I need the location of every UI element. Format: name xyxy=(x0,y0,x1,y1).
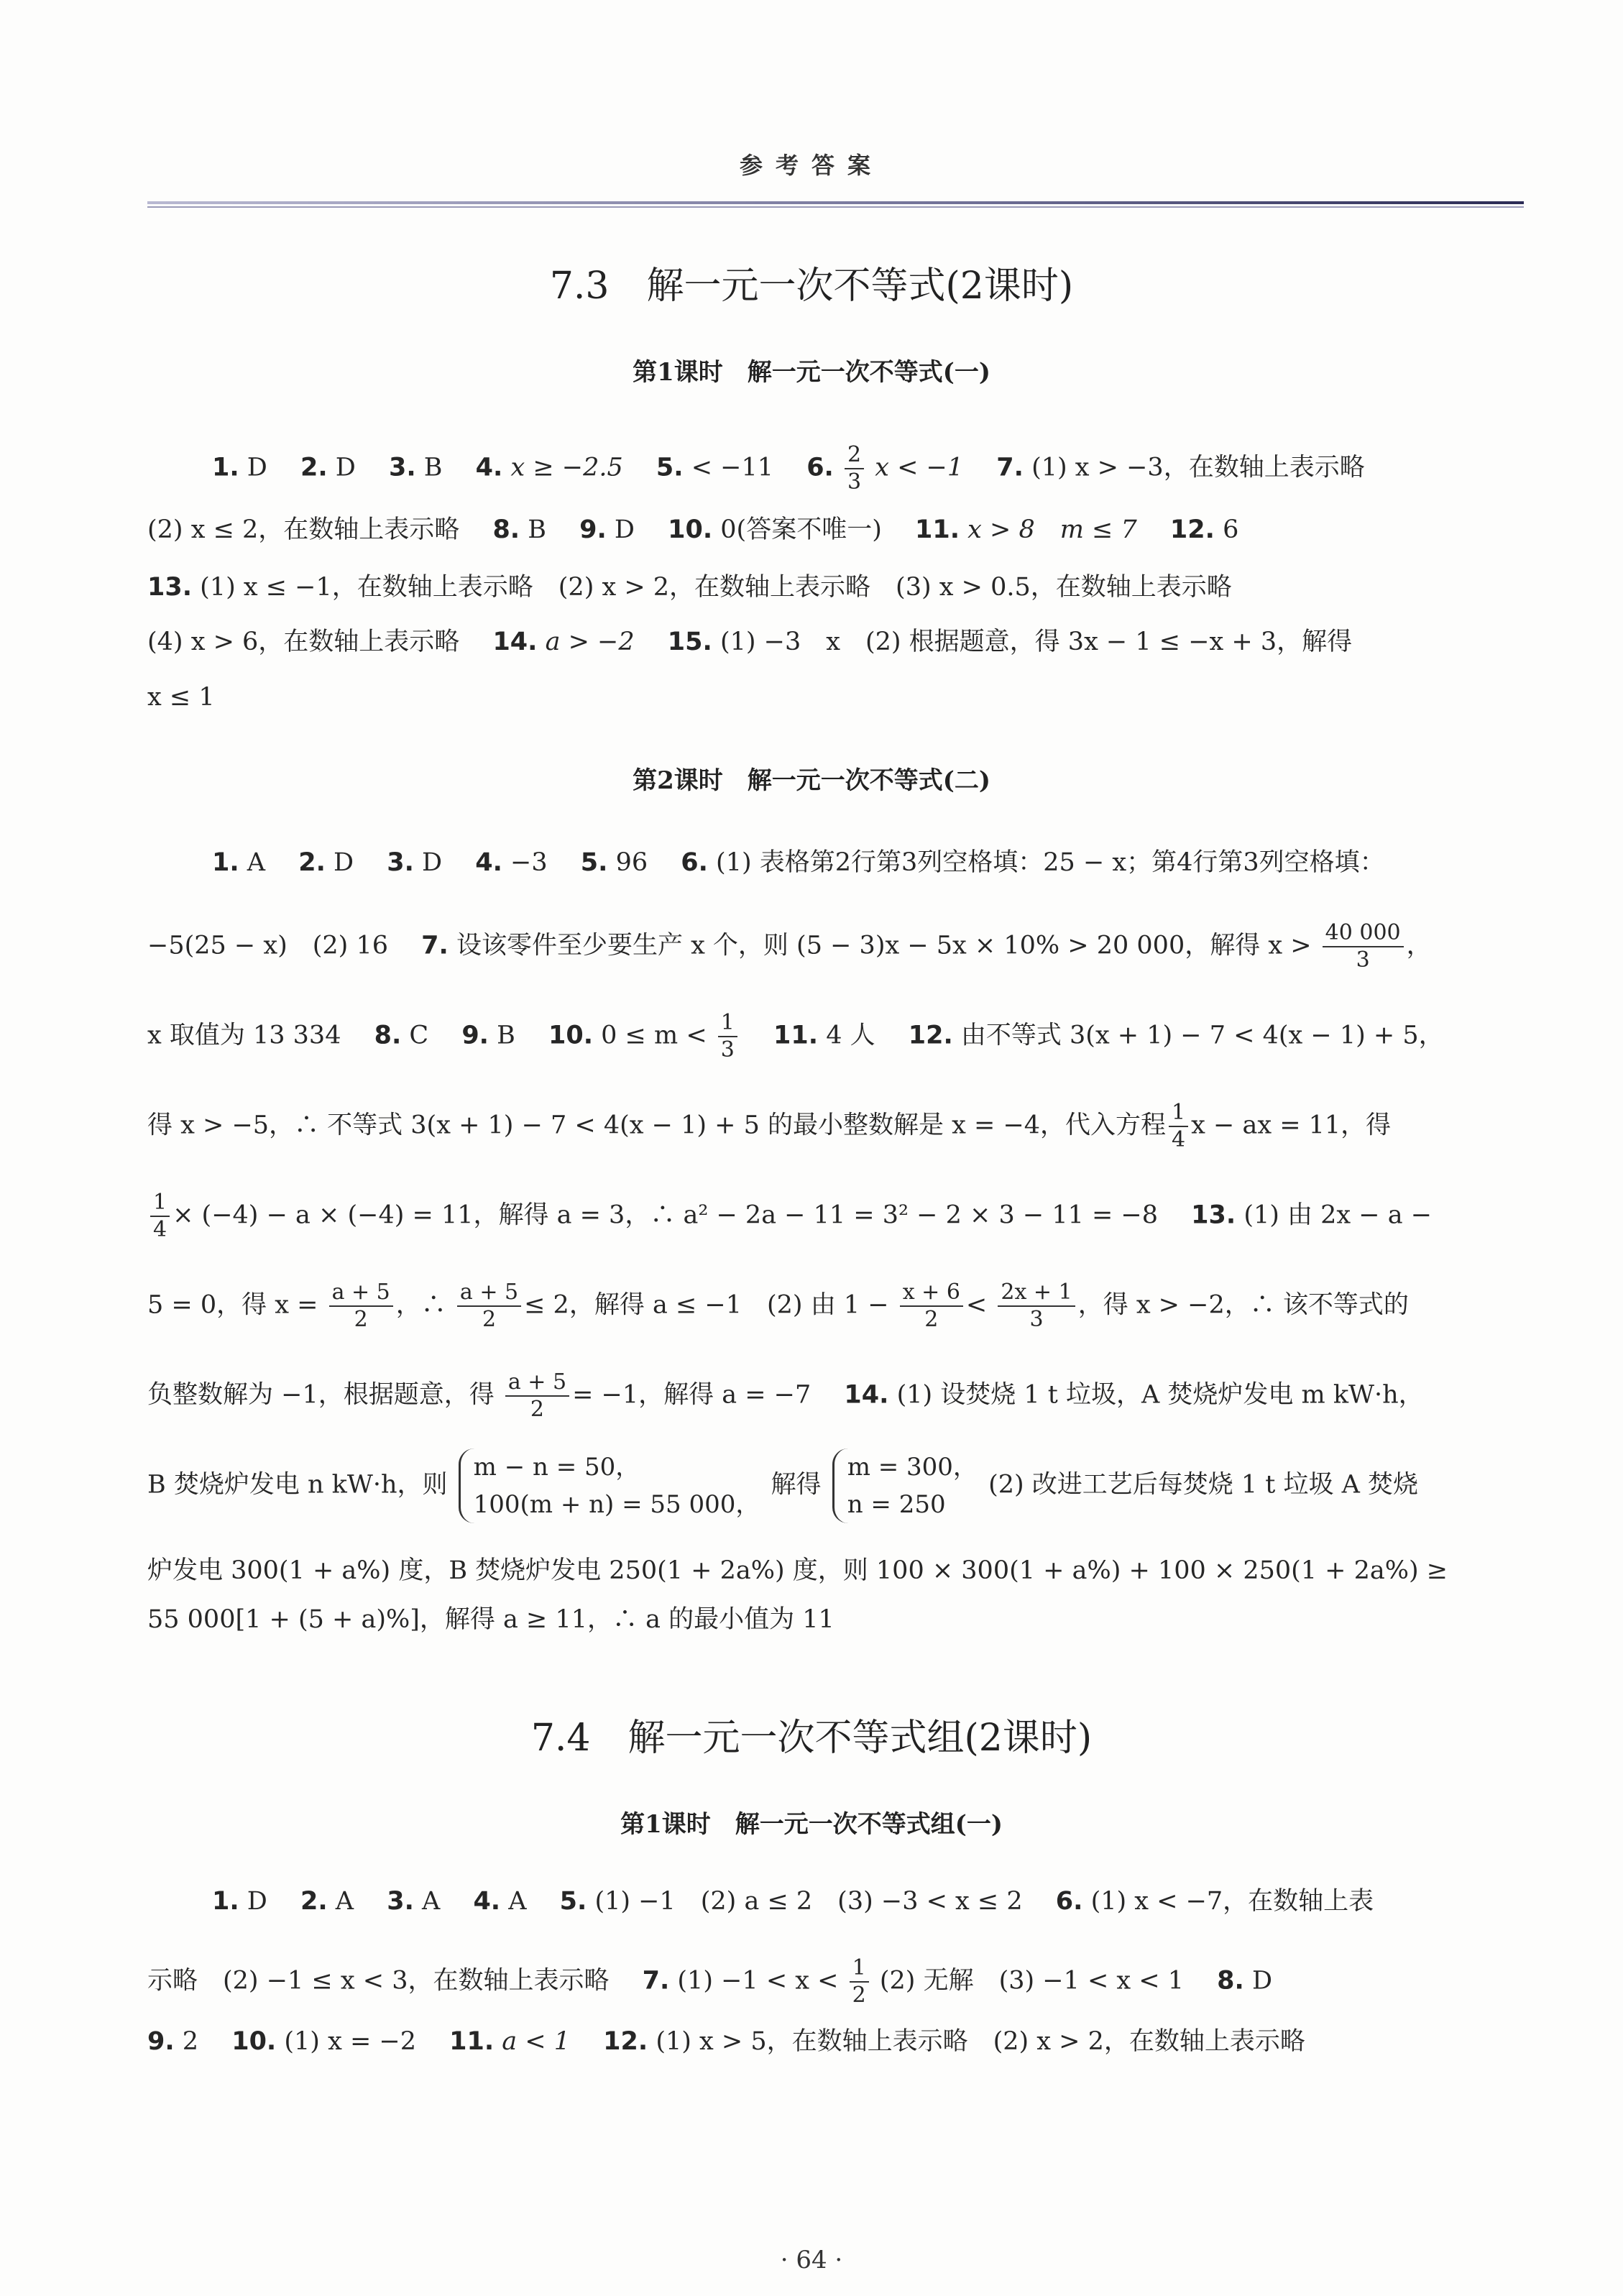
running-header: 参考答案 xyxy=(739,152,883,179)
answer-line: 示略 (2) −1 ≤ x < 3，在数轴上表示略 7. (1) −1 < x < $\frac{1}{2}$ (2) 无解 (3) −1 < x < 1 8. D xyxy=(147,1955,1273,2008)
lesson-title-7-3-2: 第2课时 解一元一次不等式(二) xyxy=(633,766,990,795)
answer-line: (4) x > 6，在数轴上表示略 14. a > −2 15. (1) −3 x (2) 根据题意，得 3x − 1 ≤ −x + 3，解得 xyxy=(147,628,1353,656)
answer-line: 1. D 2. D 3. B 4. x ≥ −2.5 5. < −11 6. $\frac{2}{3}$ x < −1 7. (1) x > −3，在数轴上表示略 xyxy=(212,442,1365,495)
page-number: · 64 · xyxy=(780,2246,843,2274)
fraction: $\frac{a + 5}{2}$ xyxy=(329,1280,393,1333)
fraction: $\frac{a + 5}{2}$ xyxy=(505,1369,569,1423)
answer-line: 5 = 0，得 x = $\frac{a + 5}{2}$ ，∴ $\frac{a + 5}{2}$ ≤ 2，解得 a ≤ −1 (2) 由 1 − $\frac{x + 6}{2}$ < $\frac{2x + 1}{3}$ ，得 x > −2，∴ 该不等式的 xyxy=(147,1280,1409,1332)
answer-line: x 取值为 13 334 8. C 9. B 10. 0 ≤ m < $\frac{1}{3}$ 11. 4 人 12. 由不等式 3(x + 1) − 7 < 4(x − 1) + 5， xyxy=(147,1010,1444,1062)
fraction: $\frac{1}{4}$ xyxy=(150,1190,170,1243)
equation-system: m = 300， n = 250 xyxy=(832,1448,978,1523)
answer-line: 得 x > −5，∴ 不等式 3(x + 1) − 7 < 4(x − 1) + 5 的最小整数解是 x = −4，代入方程 $\frac{1}{4}$ x − ax = 11，得 xyxy=(147,1100,1392,1152)
answer-line: 负整数解为 −1，根据题意，得 $\frac{a + 5}{2}$ = −1，解得 a = −7 14. (1) 设焚烧 1 t 垃圾，A 焚烧炉发电 m kW·h， xyxy=(147,1369,1424,1422)
answer-line: 1. A 2. D 3. D 4. −3 5. 96 6. (1) 表格第2行第3列空格填：25 − x；第4行第3列空格填： xyxy=(212,848,1385,877)
lesson-title-7-4-1: 第1课时 解一元一次不等式组(一) xyxy=(620,1810,1003,1839)
section-title-7-3: 7.3 解一元一次不等式(2课时) xyxy=(549,265,1074,308)
fraction: $\frac{1}{2}$ xyxy=(850,1955,869,2008)
fraction: $\frac{a + 5}{2}$ xyxy=(457,1280,521,1333)
section-title-7-4: 7.4 解一元一次不等式组(2课时) xyxy=(530,1717,1093,1760)
fraction: $\frac{1}{4}$ xyxy=(1169,1100,1188,1153)
answer-line: 1. D 2. A 3. A 4. A 5. (1) −1 (2) a ≤ 2 (3) −3 < x ≤ 2 6. (1) x < −7，在数轴上表 xyxy=(212,1887,1374,1916)
fraction: $\frac{2x + 1}{3}$ xyxy=(998,1280,1075,1333)
answer-line: 55 000[1 + (5 + a)%]，解得 a ≥ 11，∴ a 的最小值为 11 xyxy=(147,1605,835,1634)
fraction: $\frac{1}{3}$ xyxy=(718,1010,737,1063)
fraction: $\frac{2}{3}$ xyxy=(845,442,864,495)
fraction: $\frac{40 000}{3}$ xyxy=(1323,920,1404,973)
answer-line: x ≤ 1 xyxy=(147,683,215,712)
lesson-title-7-3-1: 第1课时 解一元一次不等式(一) xyxy=(633,358,990,387)
answer-line: 炉发电 300(1 + a%) 度，B 焚烧炉发电 250(1 + 2a%) 度，则 100 × 300(1 + a%) + 100 × 250(1 + 2a%) ≥ xyxy=(147,1556,1448,1585)
answer-line: 9. 2 10. (1) x = −2 11. a < 1 12. (1) x > 5，在数轴上表示略 (2) x > 2，在数轴上表示略 xyxy=(147,2027,1305,2056)
equation-system: m − n = 50， 100(m + n) = 55 000， xyxy=(459,1448,760,1523)
answer-line: B 焚烧炉发电 n kW·h，则 m − n = 50， 100(m + n) = 55 000， 解得 m = 300， n = 250 (2) 改进工艺后每焚烧 1 t 垃圾 A 焚烧 xyxy=(147,1448,1524,1523)
answer-line: −5(25 − x) (2) 16 7. 设该零件至少要生产 x 个，则 (5 − 3)x − 5x × 10% > 20 000，解得 x > $\frac{40 000}{3}$ ， xyxy=(147,920,1432,973)
answer-line: $\frac{1}{4}$ × (−4) − a × (−4) = 11，解得 a = 3，∴ a² − 2a − 11 = 3² − 2 × 3 − 11 = −8 13. (1) 由 2x − a − xyxy=(147,1190,1524,1243)
fraction: $\frac{x + 6}{2}$ xyxy=(900,1280,963,1333)
header-rule xyxy=(147,200,1524,210)
answer-line: 13. (1) x ≤ −1，在数轴上表示略 (2) x > 2，在数轴上表示略 (3) x > 0.5，在数轴上表示略 xyxy=(147,573,1232,602)
answer-line: (2) x ≤ 2，在数轴上表示略 8. B 9. D 10. 0(答案不唯一) 11. x > 8 m ≤ 7 12. 6 xyxy=(147,515,1239,544)
